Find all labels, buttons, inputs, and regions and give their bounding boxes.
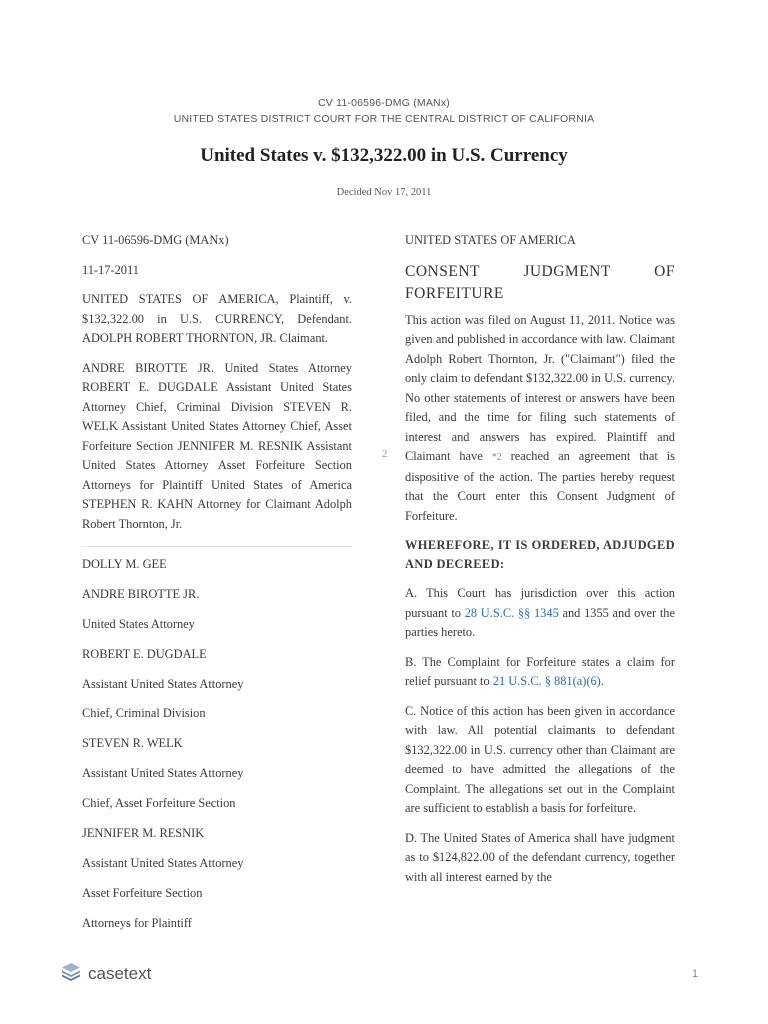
stack-icon	[60, 960, 82, 987]
header-case-number: CV 11-06596-DMG (MANx)	[318, 97, 450, 109]
signature-line: ANDRE BIROTTE JR.	[82, 586, 200, 601]
filing-date: 11-17-2011	[82, 262, 139, 277]
signature-line: ROBERT E. DUGDALE	[82, 646, 207, 661]
signature-line: Chief, Criminal Division	[82, 706, 206, 721]
signature-line: STEVEN R. WELK	[82, 736, 183, 751]
case-number: CV 11-06596-DMG (MANx)	[82, 233, 229, 247]
decided-date: Decided Nov 17, 2011	[336, 187, 432, 198]
paragraph-d: D. The United States of America shall have judgment as to $124,822.00 of the defendant currency, together with all interest earned by the	[405, 830, 675, 884]
judgment-heading-line2: FORFEITURE	[405, 284, 504, 302]
signature-line: Chief, Asset Forfeiture Section	[82, 796, 236, 811]
page-number: 1	[692, 968, 699, 980]
signature-line: Assistant United States Attorney	[82, 766, 244, 781]
paragraph-intro: This action was filed on August 11, 2011. Notice was given and published in accordance with law. Claimant Adolph Robert Thornton, Jr. ("Claimant") filed the only claim to defendant $132,322.00 in U.S. currency. No other statements of interest or answers have been filed, and the time for filing such statements of interest and answers has expired. Plaintiff and Claimant have *2 reached an agreement that is dispositive of the action. The parties hereby request that the Court enter this Consent Judgment of Forfeiture.	[405, 312, 675, 523]
star-page-marker: *2	[491, 452, 502, 463]
brand-name: casetext	[88, 963, 152, 983]
court-name: UNITED STATES DISTRICT COURT FOR THE CENTRAL DISTRICT OF CALIFORNIA	[173, 113, 595, 125]
plaintiff-heading: UNITED STATES OF AMERICA	[405, 233, 576, 247]
divider	[82, 546, 352, 547]
parties-caption: UNITED STATES OF AMERICA, Plaintiff, v. $132,322.00 in U.S. CURRENCY, Defendant. ADOLPH ROBERT THORNTON, JR. Claimant.	[82, 292, 352, 345]
signature-line: United States Attorney	[82, 616, 195, 631]
signature-line: JENNIFER M. RESNIK	[82, 826, 205, 841]
signature-line: Assistant United States Attorney	[82, 676, 244, 691]
margin-page-number: 2	[382, 448, 388, 460]
signature-line: Asset Forfeiture Section	[82, 885, 203, 900]
counsel-block: ANDRE BIROTTE JR. United States Attorney ROBERT E. DUGDALE Assistant United States Attorney Chief, Criminal Division STEVEN R. WELK Assistant United States Attorney Chief, Asset Forfeiture Section JENNIFER M. RESNIK Assistant United States Attorney Asset Forfeiture Section Attorneys for Plaintiff United States of America STEPHEN R. KAHN Attorney for Claimant Adolph Robert Thornton, Jr.	[82, 360, 352, 531]
statute-link[interactable]: 28 U.S.C. §§ 1345	[464, 605, 559, 620]
document-title: United States v. $132,322.00 in U.S. Currency	[200, 145, 568, 166]
signature-line: Assistant United States Attorney	[82, 855, 244, 870]
paragraph-b: B. The Complaint for Forfeiture states a claim for relief pursuant to 21 U.S.C. § 881(a)(6).	[405, 654, 675, 688]
signature-line: DOLLY M. GEE	[82, 557, 167, 571]
signature-line: Attorneys for Plaintiff	[82, 915, 192, 930]
right-column	[405, 231, 675, 887]
left-column	[82, 231, 352, 944]
paragraph-c: C. Notice of this action has been given in accordance with law. All potential claimants to defendant $132,322.00 in U.S. currency other than Claimant are deemed to have admitted the allegations of the Complaint. The allegations set out in the Complaint are sufficient to establish a basis for forfeiture.	[405, 703, 675, 815]
judgment-heading: CONSENT JUDGMENT OF	[405, 262, 675, 280]
statute-link[interactable]: 21 U.S.C. § 881(a)(6)	[492, 674, 601, 688]
wherefore-heading: WHEREFORE, IT IS ORDERED, ADJUDGED AND DECREED:	[405, 538, 675, 571]
paragraph-a: A. This Court has jurisdiction over this action pursuant to 28 U.S.C. §§ 1345 and 1355 and over the parties hereto.	[405, 586, 675, 639]
casetext-logo[interactable]	[60, 960, 151, 987]
